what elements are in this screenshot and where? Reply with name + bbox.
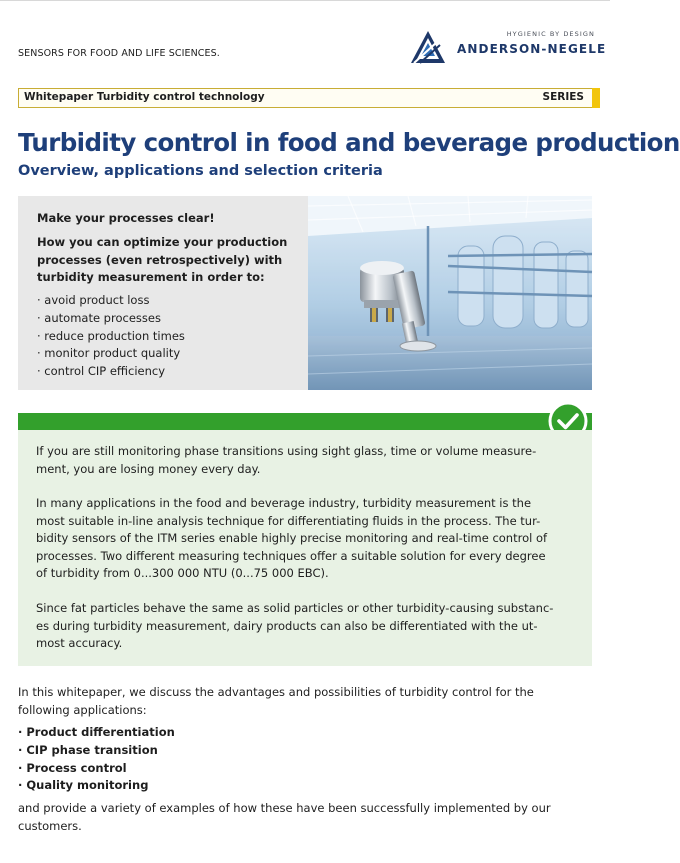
document-type-title: Whitepaper Turbidity control technology xyxy=(24,91,265,103)
logo-motto: HYGIENIC BY DESIGN xyxy=(506,30,595,38)
logo-name-part1: ANDERSON xyxy=(457,42,542,56)
logo-name-separator: - xyxy=(541,42,548,56)
intro-box xyxy=(18,196,308,390)
page-title: Turbidity control in food and beverage production xyxy=(18,128,680,157)
list-item: · monitor product quality xyxy=(37,346,181,361)
applications-outro: and provide a variety of examples of how these have been successfully implemented by our customers. xyxy=(18,801,551,833)
page-subtitle: Overview, applications and selection criteria xyxy=(18,163,383,179)
list-item: · CIP phase transition xyxy=(18,742,158,757)
company-logo[interactable] xyxy=(410,30,607,66)
intro-heading: Make your processes clear! xyxy=(37,211,215,225)
list-item: · Quality monitoring xyxy=(18,778,149,793)
applications-list xyxy=(18,724,175,795)
series-label: SERIES xyxy=(542,91,584,103)
logo-name-part2: NEGELE xyxy=(547,42,607,56)
top-rule xyxy=(0,0,610,1)
list-item: · Product differentiation xyxy=(18,725,175,739)
factory-sensor-photo xyxy=(308,196,592,390)
highlight-paragraph: In many applications in the food and beverage industry, turbidity measurement is the most suitable in-line analysis technique for differentiating fluids in the process. The tur-bidity sensors of the ITM series enable highly precise monitoring and real-time control of processes. Two different measuring techniques offer a suitable solution for every degree of turbidity from 0...300 000 NTU (0...75 000 EBC). xyxy=(36,496,548,580)
list-item: · automate processes xyxy=(37,310,161,325)
logo-triangle-icon xyxy=(410,30,446,64)
list-item: · Process control xyxy=(18,760,127,775)
intro-lead: How you can optimize your production processes (even retrospectively) with turbidity measurement in order to: xyxy=(37,235,288,284)
highlight-box xyxy=(18,430,592,666)
highlight-paragraph: Since fat particles behave the same as solid particles or other turbidity-causing substanc-es during turbidity measurement, dairy products can also be differentiated with the ut-most accuracy. xyxy=(36,601,554,650)
highlight-paragraph: If you are still monitoring phase transitions using sight glass, time or volume measure-ment, you are losing money every day. xyxy=(36,444,537,476)
list-item: · avoid product loss xyxy=(37,293,150,307)
list-item: · control CIP efficiency xyxy=(37,364,166,379)
highlight-bar xyxy=(18,413,592,430)
photo-illustration xyxy=(308,196,592,390)
logo-wordmark xyxy=(457,42,606,56)
company-tagline: SENSORS FOR FOOD AND LIFE SCIENCES. xyxy=(18,48,220,59)
applications-intro: In this whitepaper, we discuss the advantages and possibilities of turbidity control for the following applications: xyxy=(18,685,534,717)
series-accent xyxy=(592,88,600,108)
intro-goal-list xyxy=(37,292,185,381)
list-item: · reduce production times xyxy=(37,328,185,343)
document-type-bar xyxy=(18,88,592,108)
